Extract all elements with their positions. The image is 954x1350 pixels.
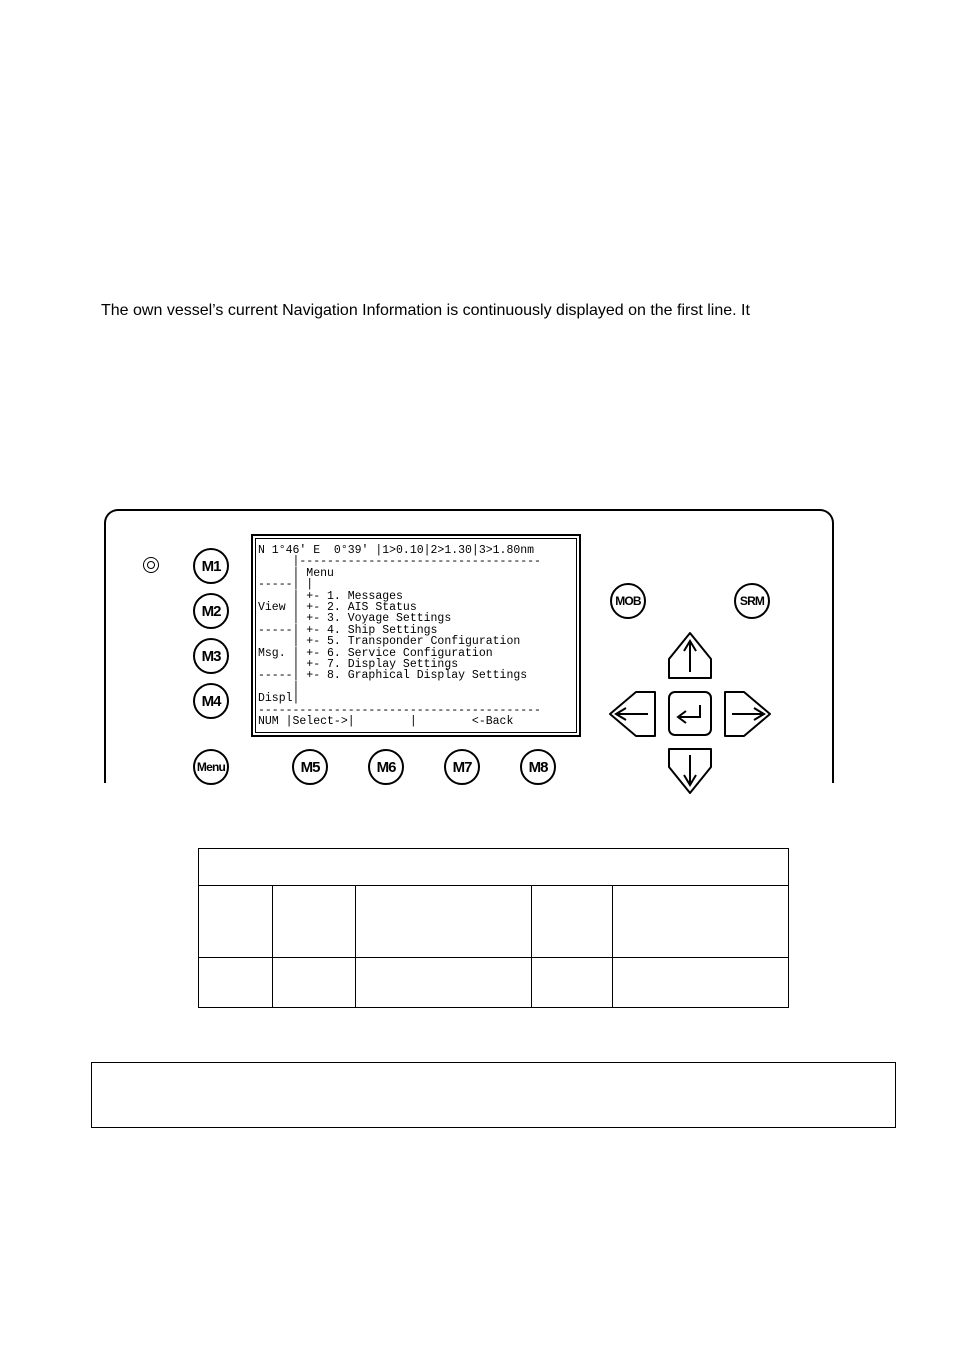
enter-icon[interactable] (669, 692, 711, 735)
lcd-line: -----| +- 8. Graphical Display Settings (258, 669, 528, 683)
table-cell (273, 958, 356, 1008)
table-cell (199, 958, 273, 1008)
right-arrow-icon[interactable] (725, 692, 770, 736)
info-table (198, 848, 789, 1008)
lcd-line: Msg. | +- 6. Service Configuration (258, 646, 493, 660)
srm-button[interactable]: SRM (734, 583, 770, 619)
table-row (199, 958, 789, 1008)
m6-button[interactable]: M6 (368, 749, 404, 785)
m8-button[interactable]: M8 (520, 749, 556, 785)
table-cell (532, 958, 613, 1008)
table-row (199, 886, 789, 958)
lcd-text (258, 545, 541, 728)
table-cell (613, 886, 789, 958)
lcd-line: Displ| (258, 692, 300, 706)
m7-button[interactable]: M7 (444, 749, 480, 785)
note-box (91, 1062, 896, 1128)
lcd-line: |----------------------------------- (258, 555, 541, 569)
lcd-line: View | +- 2. AIS Status (258, 601, 417, 615)
table-cell (273, 886, 356, 958)
direction-pad (600, 625, 790, 800)
lcd-line: | +- 1. Messages (258, 589, 403, 603)
lcd-line: ----------------------------------------- (258, 703, 541, 717)
lcd-line: N 1°46' E 0°39' |1>0.10|2>1.30|3>1.80nm (258, 544, 535, 557)
lcd-line: | (258, 680, 300, 694)
m3-button[interactable]: M3 (193, 638, 229, 674)
table-cell (356, 958, 532, 1008)
m2-button[interactable]: M2 (193, 593, 229, 629)
table-cell (613, 958, 789, 1008)
m4-button[interactable]: M4 (193, 683, 229, 719)
lcd-line: | +- 3. Voyage Settings (258, 612, 452, 626)
down-arrow-icon[interactable] (669, 749, 711, 793)
mob-button[interactable]: MOB (610, 583, 646, 619)
menu-button[interactable]: Menu (193, 749, 229, 785)
lcd-line: NUM |Select->| | <-Back (258, 715, 514, 729)
lcd-line: | Menu (258, 566, 334, 580)
table-header-cell (199, 849, 789, 886)
status-led-icon (143, 557, 159, 573)
lcd-line: -----| | (258, 578, 314, 592)
table-cell (199, 886, 273, 958)
left-arrow-icon[interactable] (610, 692, 655, 736)
lcd-line: -----| +- 4. Ship Settings (258, 623, 438, 637)
table-cell (356, 886, 532, 958)
body-paragraph: The own vessel’s current Navigation Information is continuously displayed on the first line. It (101, 302, 750, 319)
lcd-line: | +- 5. Transponder Configuration (258, 635, 521, 649)
m5-button[interactable]: M5 (292, 749, 328, 785)
table-cell (532, 886, 613, 958)
lcd-line: | +- 7. Display Settings (258, 658, 459, 672)
m1-button[interactable]: M1 (193, 548, 229, 584)
up-arrow-icon[interactable] (669, 633, 711, 678)
